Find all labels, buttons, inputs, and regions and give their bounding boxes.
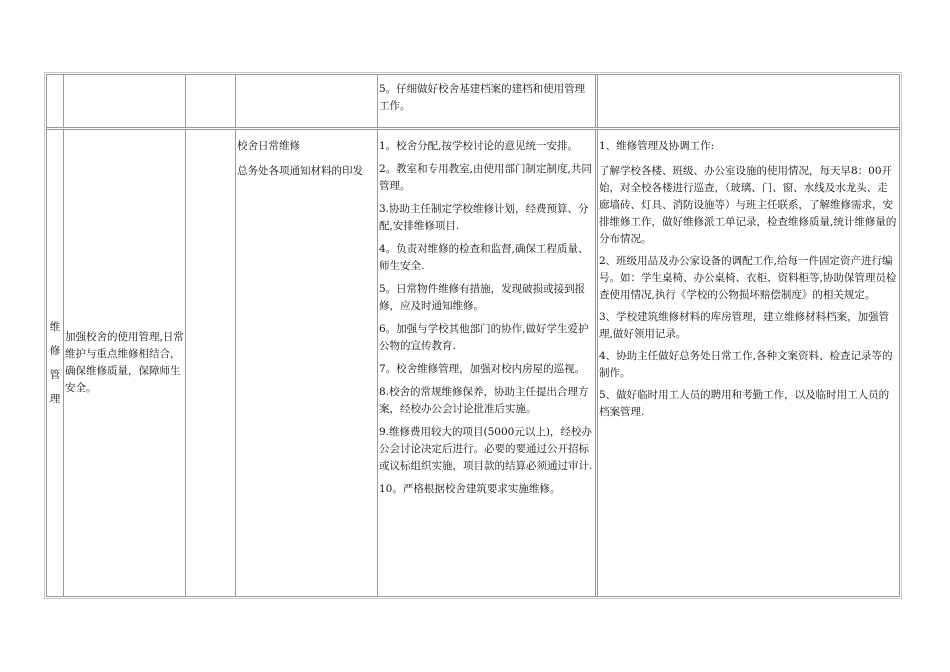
category-char: 维	[49, 321, 61, 333]
duty-item: 6。加强与学校其他部门的协作,做好学生爱护公物的宣传教育.	[379, 323, 589, 352]
responsibility-item: 5、做好临时用工人员的聘用和考勤工作，以及临时用工人员的档案管理.	[599, 389, 890, 418]
task-title: 校舍日常维修	[237, 140, 300, 152]
duty-item: 10。严格根据校舍建筑要求实施维修。	[379, 483, 561, 495]
table-cell	[64, 75, 186, 127]
category-char: 修	[49, 345, 61, 357]
category-cell	[47, 130, 64, 596]
table-row	[47, 130, 899, 596]
responsibility-item: 了解学校各楼、班级、办公室设施的使用情况，每天早8：00开始，对全校各楼进行巡查，（玻璃、门、窗、水线及水龙头、走廊墙砖、灯具、消防设施等）与班主任联系，了解维修需求，安排维修工作，做好维修派工单记录，检查维修质量,统计维修量的分布情况。	[599, 165, 897, 245]
goal-cell	[64, 130, 186, 596]
duty-item: 3.协助主任制定学校维修计划，经费预算、分配,安排维修项目.	[379, 203, 589, 232]
duty-item: 8.校舍的常规维修保养，协助主任提出合理方案，经校办公会讨论批准后实施。	[379, 386, 589, 415]
duty-item: 1。校舍分配,按学校讨论的意见统一安排。	[379, 140, 579, 152]
responsibility-item: 3、学校建筑维修材料的库房管理，建立维修材料档案，加强管理,做好领用记录。	[599, 311, 890, 340]
task-subtitle: 总务处各项通知材料的印发	[237, 165, 363, 177]
duty-item: 5。日常物件维修有措施，发现破损或接到报修，应及时通知维修。	[379, 283, 586, 312]
responsibility-item: 2、班级用品及办公家设备的调配工作,给每一件固定资产进行编号。如：学生桌椅、办公桌椅、衣柜、资料柜等,协助保管理员检查使用情况,执行《学校的公物损坏赔偿制度》的相关规定。	[599, 255, 897, 301]
responsibilities-cell	[598, 130, 899, 596]
duties-cell	[378, 130, 598, 596]
table-cell	[378, 75, 598, 127]
responsibility-item: 4、协助主任做好总务处日常工作,各种文案资料、检查记录等的制作。	[599, 350, 893, 379]
category-char: 理	[49, 393, 61, 405]
responsibility-item: 1、维修管理及协调工作:	[599, 140, 715, 152]
duty-item: 9.维修费用较大的项目(5000元以上)，经校办公会讨论决定后进行。必要的要通过公开招标或议标组织实施，项目款的结算必须通过审计.	[379, 426, 593, 472]
table-cell	[236, 75, 378, 127]
goal-text: 加强校舍的使用管理,日常维护与重点维修相结合，确保维修质量，保障师生安全。	[65, 331, 184, 394]
table-cell	[186, 130, 236, 596]
table-cell	[598, 75, 899, 127]
duty-item: 2。教室和专用教室,由使用部门制定制度,共同管理。	[379, 163, 592, 192]
archive-task-text: 5。仔细做好校舍基建档案的建档和使用管理工作。	[379, 83, 586, 112]
maintenance-table	[46, 74, 900, 597]
duty-item: 4。负责对维修的检查和监督,确保工程质量、师生安全.	[379, 243, 589, 272]
table-cell	[186, 75, 236, 127]
duty-item: 7。校舍维修管理，加强对校内房屋的巡视。	[379, 363, 586, 375]
task-cell	[236, 130, 378, 596]
table-row	[47, 75, 899, 130]
category-char: 管	[49, 369, 61, 381]
table-cell	[47, 75, 64, 127]
